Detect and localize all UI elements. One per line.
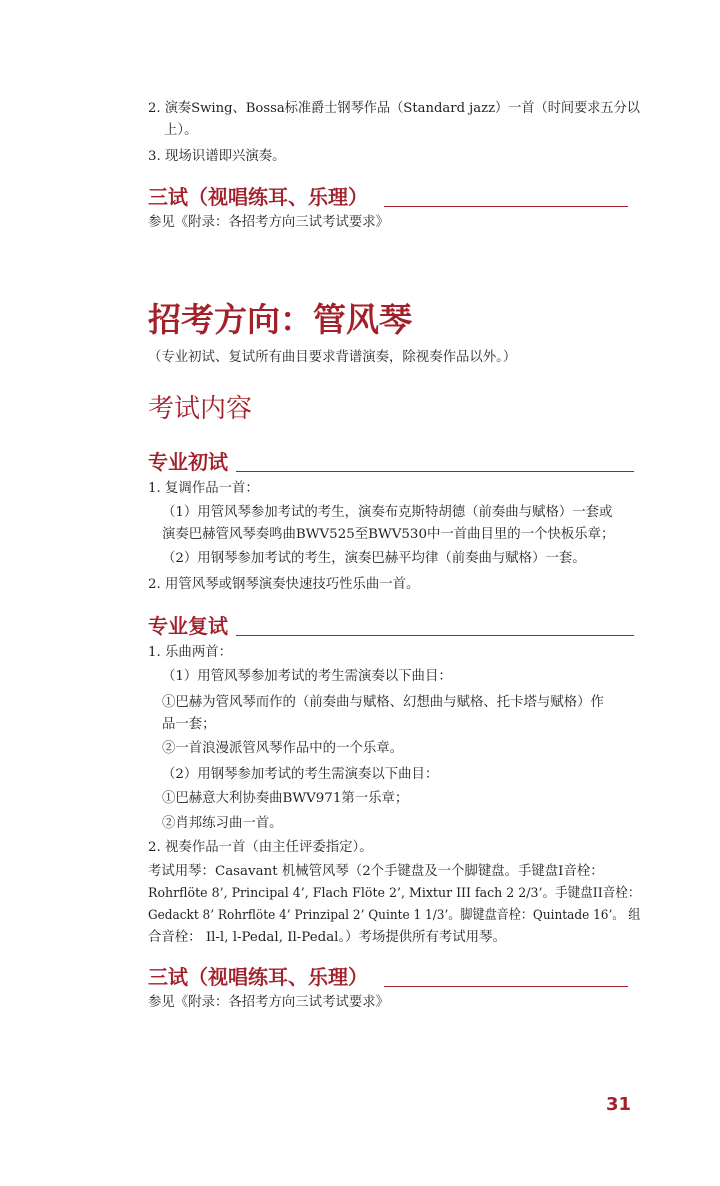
page-number: 31 bbox=[606, 1094, 632, 1115]
third-exam-reference: 参见《附录：各招考方向三试考试要求》 bbox=[148, 995, 390, 1010]
preliminary-item1: 1. 复调作品一首： bbox=[148, 481, 259, 496]
preliminary-item2: 2. 用管风琴或钢琴演奏快速技巧性乐曲一首。 bbox=[148, 577, 420, 592]
preliminary-sub1-line2: 演奏巴赫管风琴奏鸣曲BWV525至BWV530中一首曲目里的一个快板乐章； bbox=[162, 527, 615, 542]
retest-sub1: （1）用管风琴参加考试的考生需演奏以下曲目： bbox=[162, 669, 452, 684]
retest-sub2-a: ①巴赫意大利协奏曲BWV971第一乐章； bbox=[162, 791, 409, 806]
direction-note: （专业初试、复试所有曲目要求背谱演奏，除视奏作品以外。） bbox=[148, 350, 517, 365]
top-third-exam-reference: 参见《附录：各招考方向三试考试要求》 bbox=[148, 215, 390, 230]
preliminary-sub1-line1: （1）用管风琴参加考试的考生，演奏布克斯特胡德（前奏曲与赋格）一套或 bbox=[162, 505, 613, 520]
retest-heading: 专业复试 bbox=[148, 614, 228, 638]
top-item3: 3. 现场识谱即兴演奏。 bbox=[148, 149, 286, 164]
top-item2-line2: 上）。 bbox=[164, 123, 198, 138]
exam-content-title: 考试内容 bbox=[148, 394, 253, 424]
retest-instrument-line1: 考试用琴：Casavant 机械管风琴（2个手键盘及一个脚键盘。手键盘I音栓： bbox=[148, 864, 604, 879]
top-third-exam-heading: 三试（视唱练耳、乐理） bbox=[148, 185, 368, 209]
preliminary-sub2: （2）用钢琴参加考试的考生，演奏巴赫平均律（前奏曲与赋格）一套。 bbox=[162, 551, 586, 566]
retest-instrument-line4: 合音栓： Il-l, l-Pedal, Il-Pedal。）考场提供所有考试用琴。 bbox=[148, 930, 506, 945]
preliminary-heading: 专业初试 bbox=[148, 450, 228, 474]
retest-sub1-a-line1: ①巴赫为管风琴而作的（前奏曲与赋格、幻想曲与赋格、托卡塔与赋格）作 bbox=[162, 695, 604, 710]
retest-instrument-line3: Gedackt 8’ Rohrflöte 4’ Prinzipal 2’ Quinte 1 1/3’。脚键盘音栓：Quintade 16’。 组 bbox=[148, 908, 641, 923]
top-item2-line1: 2. 演奏Swing、Bossa标准爵士钢琴作品（Standard jazz）一首（时间要求五分以 bbox=[148, 101, 640, 116]
third-exam-heading: 三试（视唱练耳、乐理） bbox=[148, 965, 368, 989]
retest-sub2: （2）用钢琴参加考试的考生需演奏以下曲目： bbox=[162, 767, 439, 782]
retest-sub1-b: ②一首浪漫派管风琴作品中的一个乐章。 bbox=[162, 741, 404, 756]
retest-sub1-a-line2: 品一套； bbox=[162, 717, 216, 732]
retest-instrument-line2: Rohrflöte 8’, Principal 4’, Flach Flöte 2’, Mixtur III fach 2 2/3’。手键盘II音栓： bbox=[148, 886, 641, 901]
retest-item2: 2. 视奏作品一首（由主任评委指定）。 bbox=[148, 840, 373, 855]
retest-item1: 1. 乐曲两首： bbox=[148, 645, 232, 660]
third-exam-rule bbox=[384, 986, 628, 987]
retest-sub2-b: ②肖邦练习曲一首。 bbox=[162, 816, 283, 831]
direction-title: 招考方向：管风琴 bbox=[148, 300, 412, 339]
preliminary-rule bbox=[236, 471, 634, 472]
retest-rule bbox=[236, 635, 634, 636]
top-third-exam-rule bbox=[384, 206, 628, 207]
